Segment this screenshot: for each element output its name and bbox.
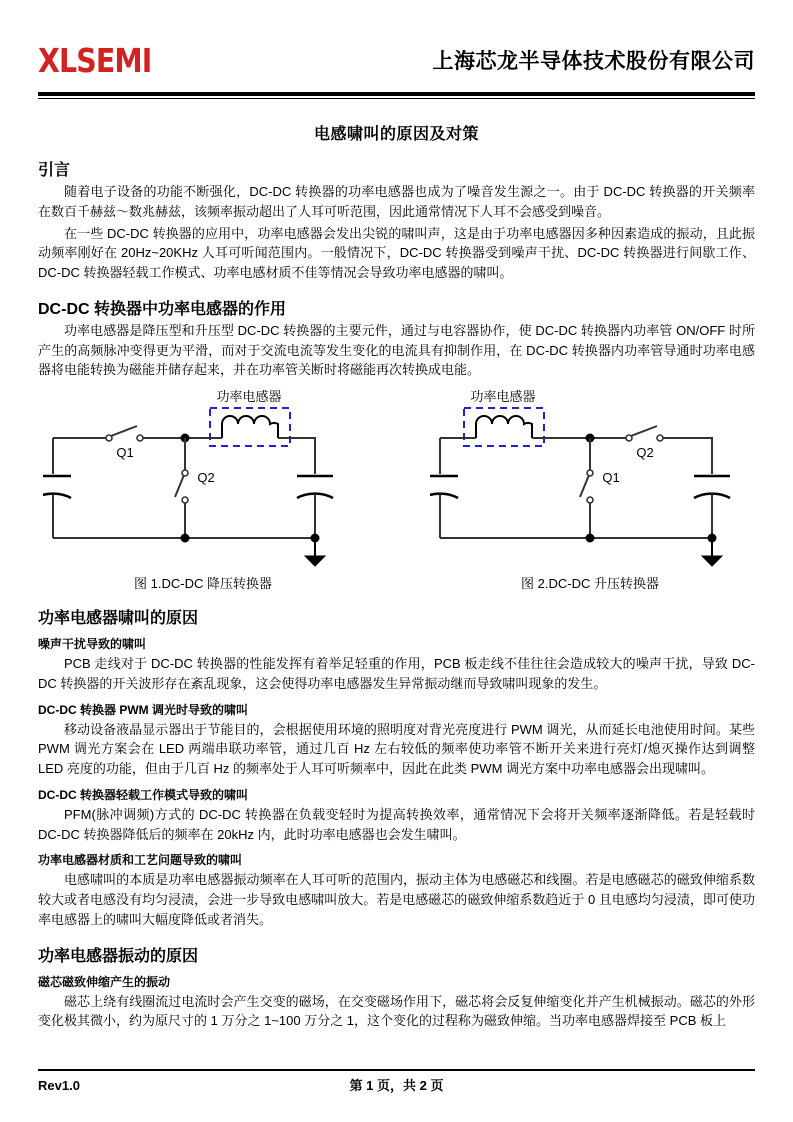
q1-blade	[111, 426, 137, 436]
section-heading-role: DC-DC 转换器中功率电感器的作用	[38, 300, 286, 318]
ground-icon-boost	[702, 556, 722, 566]
page-footer	[38, 1069, 755, 1094]
ground-icon	[305, 556, 325, 566]
section-heading-causes: 功率电感器啸叫的原因	[38, 610, 199, 627]
q2-blade-boost	[631, 426, 657, 436]
q1-terminal-bottom-boost	[587, 497, 593, 503]
paragraph-intro-1: 随着电子设备的功能不断强化，DC-DC 转换器的功率电感器也成为了噪音发生源之一。由于 DC-DC 转换器的开关频率在数百千赫兹～数兆赫兹，该频率振动超出了人耳可听范围，因此通常情况下人耳不会感受到噪音。	[38, 184, 755, 219]
inductor-coil-boost	[476, 416, 532, 438]
q2-blade	[175, 475, 184, 497]
paragraph-light-load: PFM(脉冲调频)方式的 DC-DC 转换器在负载变轻时为提高转换效率，通常情况下会将开关频率逐渐降低。若是轻载时 DC-DC 转换器降低后的频率在 20kHz 内，此时功率电感器也会发生啸叫。	[38, 806, 755, 842]
q1-blade-boost	[580, 475, 589, 497]
section-heading-intro: 引言	[38, 162, 71, 179]
cap-left-plate-curved-boost	[430, 494, 458, 498]
figure-row	[38, 386, 755, 592]
xlsemi-logo: XLSEMI	[38, 40, 152, 80]
node-ground-mid	[181, 534, 190, 543]
paragraph-intro-2: 在一些 DC-DC 转换器的应用中，功率电感器会发出尖锐的啸叫声，这是由于功率电感器因多种因素造成的振动，且此振动频率刚好在 20Hz~20KHz 人耳可听闻范围内。一般情况下，DC-DC 转换器受到噪声干扰、DC-DC 转换器进行间歇工作、DC-DC 转换器轻载工作模式、功率电感材质不佳等情况会导致功率电感器的啸叫。	[38, 225, 755, 280]
inductor-label-boost: 功率电感器	[470, 389, 536, 404]
cap-left-plate-curved	[43, 494, 71, 498]
q2-terminal-bottom	[182, 497, 188, 503]
header-divider	[38, 92, 755, 99]
boost-converter-schematic	[430, 386, 750, 571]
wire-output-boost	[663, 438, 712, 474]
footer-row	[38, 1075, 755, 1094]
subsection-heading-material: 功率电感器材质和工艺问题导致的啸叫	[38, 853, 243, 868]
subsection-heading-pwm: DC-DC 转换器 PWM 调光时导致的啸叫	[38, 702, 248, 717]
page-header	[38, 0, 755, 86]
figure-buck-converter	[38, 386, 368, 592]
inductor-label-buck: 功率电感器	[216, 389, 282, 404]
subsection-heading-light-load: DC-DC 转换器轻载工作模式导致的啸叫	[38, 787, 248, 802]
buck-converter-schematic	[43, 386, 363, 571]
inductor-coil	[222, 416, 278, 438]
paragraph-magnetostriction: 磁芯上绕有线圈流过电流时会产生交变的磁场，在交变磁场作用下，磁芯将会反复伸缩变化并产生机械振动。磁芯的外形变化极其微小，约为原尺寸的 1 万分之 1~100 万分之 1，这个变化的过程称为磁致伸缩。当功率电感器焊接至 PCB 板上	[38, 993, 755, 1029]
q2-label-buck: Q2	[197, 470, 215, 485]
revision-label: Rev1.0	[38, 1078, 80, 1093]
paragraph-role-1: 功率电感器是降压型和升压型 DC-DC 转换器的主要元件，通过与电容器协作，使 DC-DC 转换器内功率管 ON/OFF 时所产生的高频脉冲变得更为平滑，而对于交流电流等发生变化的电流具有抑制作用，在 DC-DC 转换器内功率管导通时功率电感器将电能转换为磁能并储存起来，并在功率管关断时将磁能再次转换成电能。	[38, 322, 755, 378]
page-title: 电感啸叫的原因及对策	[313, 126, 479, 143]
wire-output	[278, 438, 315, 474]
subsection-heading-magnetostriction: 磁芯磁致伸缩产生的振动	[38, 974, 171, 989]
page-indicator: 第 1 页，共 2 页	[349, 1078, 444, 1093]
company-name: 上海芯龙半导体技术股份有限公司	[432, 50, 755, 73]
paragraph-pwm: 移动设备液晶显示器出于节能目的，会根据使用环境的照明度对背光亮度进行 PWM 调光，从而延长电池使用时间。某些 PWM 调光方案会在 LED 两端串联功率管，通过几百 Hz 左右较低的频率使功率管不断开关来进行亮灯/熄灭操作达到调整 LED 亮度的功能，但由于几百 Hz 的频率处于人耳可听频率中，因此在此类 PWM 调光方案中功率电感器会出现啸叫。	[38, 721, 755, 776]
figure-caption-buck: 图 1.DC-DC 降压转换器	[134, 576, 272, 591]
footer-divider	[38, 1069, 755, 1071]
paragraph-noise: PCB 走线对于 DC-DC 转换器的性能发挥有着举足轻重的作用，PCB 板走线不佳往往会造成较大的噪声干扰，导致 DC-DC 转换器的开关波形存在紊乱现象，这会使得功率电感器发生异常振动继而导致啸叫现象的发生。	[38, 656, 755, 691]
q2-terminal-right-boost	[657, 435, 663, 441]
q1-label-boost: Q1	[602, 470, 620, 485]
figure-caption-boost: 图 2.DC-DC 升压转换器	[521, 576, 659, 591]
q1-terminal-right	[137, 435, 143, 441]
q2-label-boost: Q2	[636, 445, 654, 460]
paragraph-material: 电感啸叫的本质是功率电感器振动频率在人耳可听的范围内，振动主体为电感磁芯和线圈。若是电感磁芯的磁致伸缩系数较大或者电感没有均匀浸渍，会进一步导致电感啸叫放大。若是电感磁芯的磁致伸缩系数趋近于 0 且电感均匀浸渍，即可使功率电感器上的啸叫大幅度降低或者消失。	[38, 872, 755, 927]
node-ground-mid-boost	[586, 534, 595, 543]
section-heading-vibration: 功率电感器振动的原因	[38, 947, 199, 965]
q1-label-buck: Q1	[116, 445, 134, 460]
subsection-heading-noise: 噪声干扰导致的啸叫	[38, 637, 147, 651]
figure-boost-converter	[425, 386, 755, 592]
